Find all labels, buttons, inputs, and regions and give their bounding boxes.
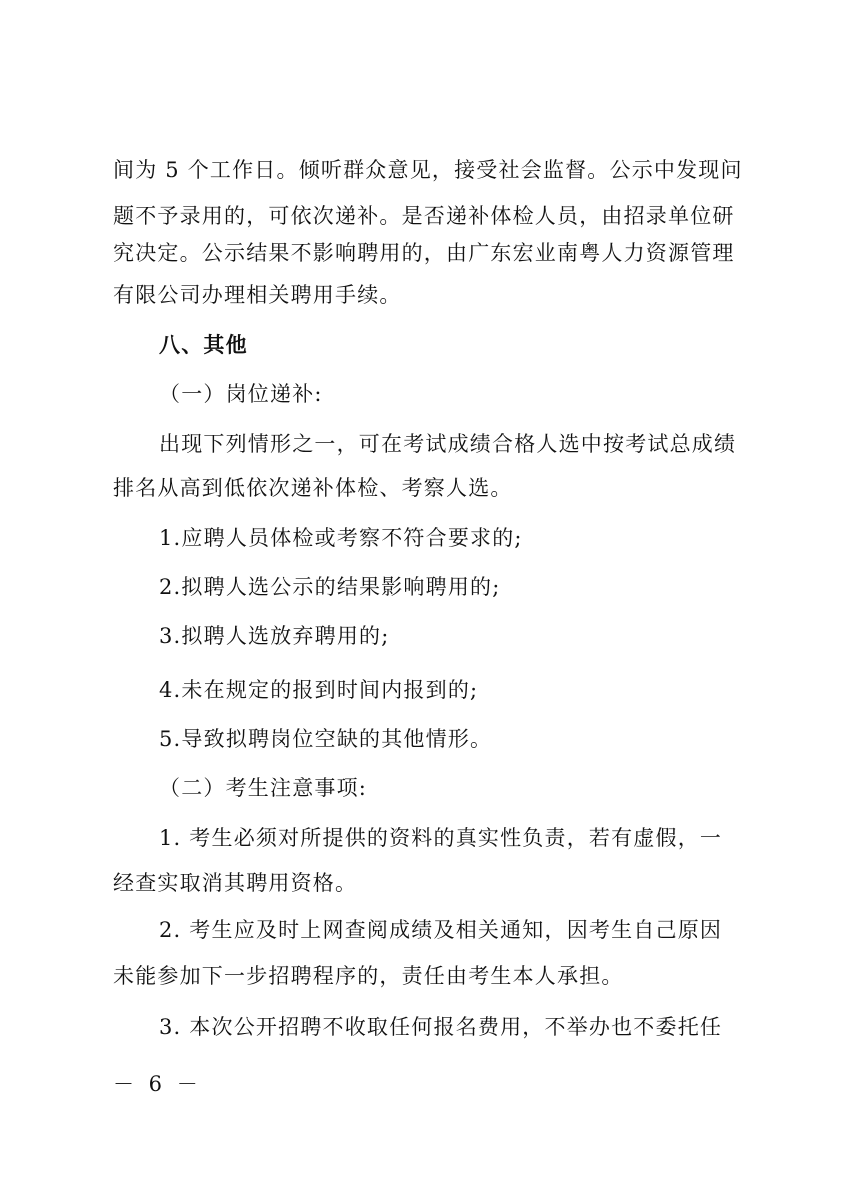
paragraph-line: 题不予录用的，可依次递补。是否递补体检人员，由招录单位研 (113, 204, 735, 228)
list-item: 1.应聘人员体检或考察不符合要求的; (159, 526, 523, 550)
paragraph-line: 有限公司办理相关聘用手续。 (113, 283, 402, 307)
list-item: 2.拟聘人选公示的结果影响聘用的; (159, 575, 501, 599)
page-number: － 6 － (113, 1072, 202, 1096)
section-heading-other: 八、其他 (159, 333, 248, 357)
subsection-heading-notes: （二）考生注意事项: (159, 776, 368, 800)
paragraph-line: 2. 考生应及时上网查阅成绩及相关通知，因考生自己原因 (159, 918, 723, 942)
paragraph-line: 究决定。公示结果不影响聘用的，由广东宏业南粤人力资源管理 (113, 241, 735, 265)
paragraph-line: 出现下列情形之一，可在考试成绩合格人选中按考试总成绩 (159, 432, 737, 456)
paragraph-line: 未能参加下一步招聘程序的，责任由考生本人承担。 (113, 964, 624, 988)
paragraph-line: 1. 考生必须对所提供的资料的真实性负责，若有虚假，一 (159, 826, 723, 850)
subsection-heading-vacancy-filling: （一）岗位递补: (159, 382, 323, 406)
paragraph-line: 3. 本次公开招聘不收取任何报名费用，不举办也不委托任 (159, 1015, 723, 1039)
paragraph-line: 经查实取消其聘用资格。 (113, 871, 358, 895)
paragraph-line: 排名从高到低依次递补体检、考察人选。 (113, 476, 513, 500)
paragraph-line: 间为 5 个工作日。倾听群众意见，接受社会监督。公示中发现问 (113, 158, 743, 182)
list-item: 3.拟聘人选放弃聘用的; (159, 624, 390, 648)
list-item: 4.未在规定的报到时间内报到的; (159, 678, 479, 702)
list-item: 5.导致拟聘岗位空缺的其他情形。 (159, 727, 493, 751)
